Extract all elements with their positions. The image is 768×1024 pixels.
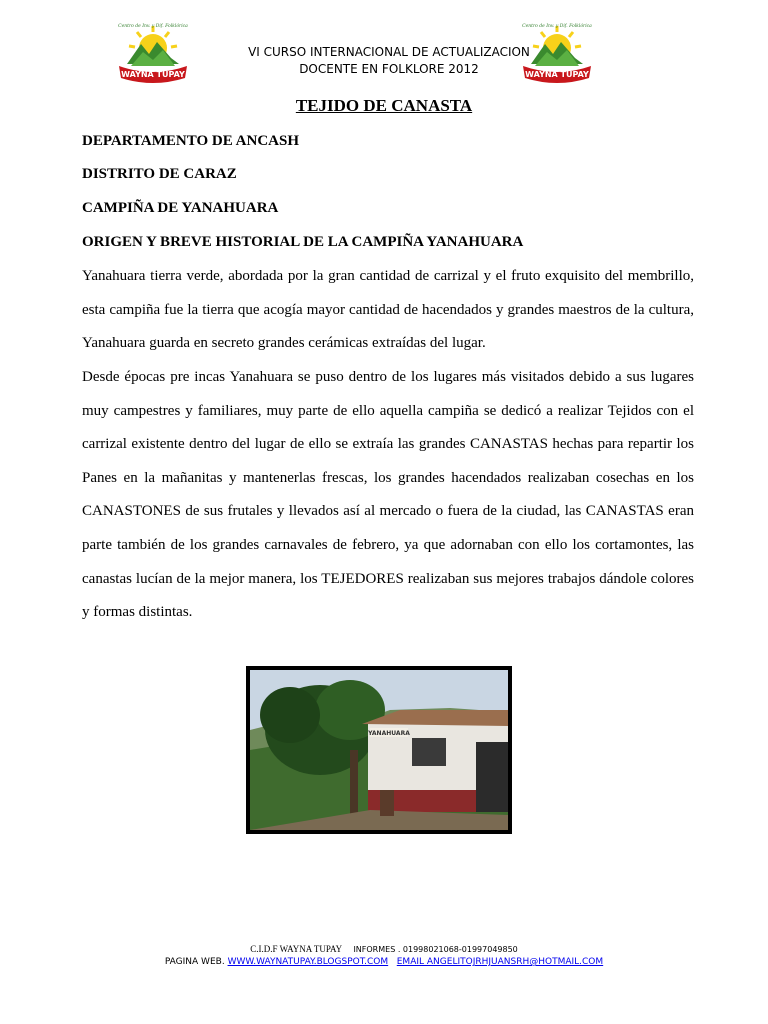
logo-arc-text: Centro de Inv. y Dif. Folklórica — [522, 24, 592, 29]
header-line-1: VI CURSO INTERNACIONAL DE ACTUALIZACION — [248, 45, 530, 59]
heading-departamento: DEPARTAMENTO DE ANCASH — [82, 133, 299, 149]
paragraph-1: Yanahuara tierra verde, abordada por la gran cantidad de carrizal y el fruto exquisito del membrillo, esta campiña fue la tierra que acogía mayor cantidad de hacendados y grandes maestros de la cultura, Yanahuara guarda en secreto grandes cerámicas extraídas del lugar. — [82, 268, 694, 352]
logo-text: WAYNA TUPAY — [121, 70, 185, 79]
footer-web-label: PAGINA WEB. — [164, 957, 225, 967]
footer-email-link[interactable]: EMAIL ANGELITOJRHJUANSRH@HOTMAIL.COM — [396, 957, 604, 967]
footer-informes: INFORMES . 01998021068-01997049850 — [353, 945, 518, 954]
logo-arc-text: Centro de Inv. y Dif. Folklórica — [118, 24, 188, 29]
heading-distrito: DISTRITO DE CARAZ — [82, 166, 237, 182]
logo-text: WAYNA TUPAY — [525, 70, 589, 79]
course-header — [230, 44, 548, 78]
heading-campina: CAMPIÑA DE YANAHUARA — [82, 200, 279, 216]
photo-sign-text: YANAHUARA — [368, 730, 410, 737]
wayna-tupay-logo-left — [113, 20, 193, 86]
footer-line-1 — [0, 944, 768, 954]
document-title: TEJIDO DE CANASTA — [295, 96, 473, 115]
footer-org: C.I.D.F WAYNA TUPAY — [250, 944, 343, 954]
footer-web-link[interactable]: WWW.WAYNATUPAY.BLOGSPOT.COM — [227, 957, 389, 967]
paragraph-2: Desde épocas pre incas Yanahuara se puso dentro de los lugares más visitados debido a sus lugares muy campestres y familiares, muy parte de ello aquella campiña se dedicó a realizar Tejidos con el carrizal existente dentro del lugar de ello se extraía las grandes CANASTAS hechas para repartir los Panes en la mañanitas y mantenerlas frescas, los grandes hacendados realizaban cosechas en los CANASTONES de sus frutales y llevados así al mercado o fuera de la ciudad, las CANASTAS eran parte también de los grandes carnavales de febrero, ya que adornaban con ello los cortamontes, las canastas lucían de la mejor manera, los TEJEDORES realizaban sus mejores trabajos dándole colores y formas distintas. — [82, 369, 694, 621]
footer-line-2 — [0, 957, 768, 967]
yanahuara-photo — [246, 666, 512, 834]
photo-scene — [250, 670, 508, 830]
header-line-2: DOCENTE EN FOLKLORE 2012 — [299, 62, 479, 76]
heading-origen: ORIGEN Y BREVE HISTORIAL DE LA CAMPIÑA YANAHUARA — [82, 234, 524, 250]
